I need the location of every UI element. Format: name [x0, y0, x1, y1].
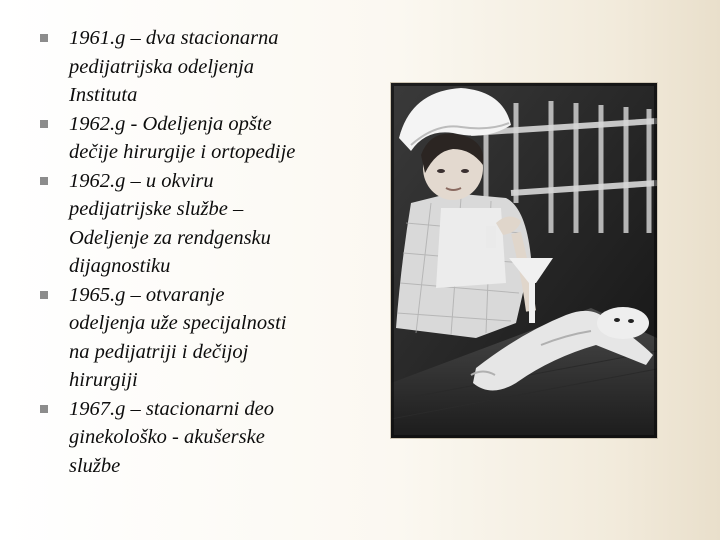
bullet-text: 1962.g – u okviru pedijatrijske službe – Odeljenje za rendgensku dijagnostiku: [69, 169, 271, 277]
bullet-text: 1961.g – dva stacionarna pedijatrijska odeljenja Instituta: [69, 27, 279, 106]
bullet-text: 1965.g – otvaranje odeljenja uže specijalnosti na pedijatriji i dečijoj hirurgiji: [69, 283, 287, 391]
square-bullet-icon: [40, 291, 48, 299]
bullet-list: [40, 24, 360, 480]
square-bullet-icon: [40, 120, 48, 128]
bullet-item-1962-surgery: [40, 110, 360, 167]
historical-photo: [391, 83, 657, 438]
square-bullet-icon: [40, 34, 48, 42]
bullet-text: 1962.g - Odeljenja opšte dečije hirurgije i ortopedije: [69, 112, 296, 163]
bullet-item-1961: [40, 24, 360, 110]
bullet-item-1967: [40, 395, 360, 481]
bullet-item-1962-radiology: [40, 167, 360, 281]
photo-girl-nurse-doll-icon: [391, 83, 657, 438]
square-bullet-icon: [40, 177, 48, 185]
bullet-text: 1967.g – stacionarni deo ginekološko - akušerske službe: [69, 397, 274, 477]
bullet-item-1965: [40, 281, 360, 395]
square-bullet-icon: [40, 405, 48, 413]
